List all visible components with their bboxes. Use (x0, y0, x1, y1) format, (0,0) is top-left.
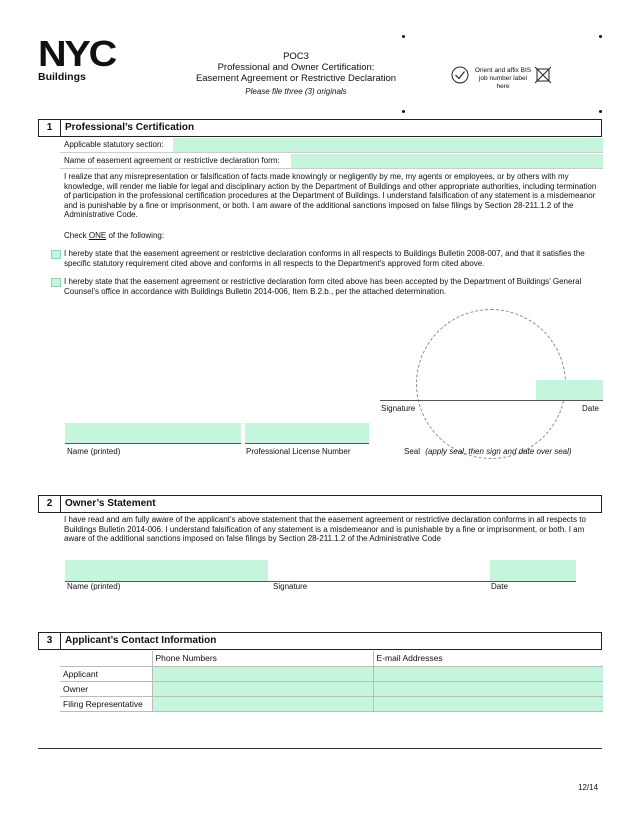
option2-text: I hereby state that the easement agreement or restrictive declaration form cited above has been accepted by the Department of Buildings’ General Counsel’s office in accordance with Buildings Bulletin 2014-006, Item B.2.b., per the attached determination. (64, 277, 582, 296)
owner-name-label: Name (printed) (67, 582, 121, 591)
logo-subtitle: Buildings (38, 71, 86, 83)
no-staple-icon (534, 66, 552, 84)
certification-text: I realize that any misrepresentation or falsification of facts made knowingly or negligently by me, my agents or employees, or by others with my knowledge, will render me liable for legal and disciplinary action by the Department of Buildings and other appropriate authorities, including termination of participation in the professional certification procedures at the Department of Buildings. I understand falsification of any statement is a misdemeanor and is punishable by a fine or imprisonment, or both. I am aware of the additional sanctions imposed on false filings by Section 28-211.1.2 of the Administrative Code. (64, 172, 597, 220)
option1-checkbox[interactable] (51, 250, 61, 259)
license-number-label: Professional License Number (246, 447, 351, 456)
section-number: 1 (39, 120, 61, 136)
filing-rep-phone-field[interactable] (152, 696, 373, 711)
section-number: 3 (39, 633, 61, 649)
form-title-line2: Easement Agreement or Restrictive Declaration (195, 73, 397, 84)
section-1-header (38, 119, 602, 137)
section-title: Owner’s Statement (65, 498, 156, 509)
seal-note: (apply seal, then sign and date over seal) (425, 447, 572, 456)
row-label: Filing Representative (60, 696, 152, 711)
check-suffix: of the following: (106, 231, 165, 240)
name-printed-label: Name (printed) (67, 447, 121, 456)
owner-phone-field[interactable] (152, 681, 373, 696)
statutory-section-field[interactable] (173, 138, 603, 152)
registration-mark (402, 35, 405, 38)
divider (60, 168, 603, 169)
page-number: 12/14 (578, 783, 599, 792)
registration-mark (402, 110, 405, 113)
owner-date-label: Date (491, 582, 508, 591)
seal-label (404, 447, 572, 456)
divider (60, 152, 603, 153)
form-title-line1: Professional and Owner Certification: (217, 62, 375, 73)
phone-column-header: Phone Numbers (152, 651, 373, 666)
bis-label-area (451, 65, 556, 90)
option2-checkbox[interactable] (51, 278, 61, 287)
section-2-header (38, 495, 602, 513)
empty-cell (60, 651, 152, 666)
check-instruction (64, 231, 164, 240)
section-3-header (38, 632, 602, 650)
check-one: ONE (88, 231, 107, 240)
contact-table (60, 651, 603, 712)
form-code: POC3 (283, 51, 309, 62)
professional-name-field[interactable] (65, 423, 241, 443)
email-column-header: E-mail Addresses (373, 651, 603, 666)
row-label: Owner (60, 681, 152, 696)
table-row (60, 681, 603, 696)
nyc-logo (38, 33, 116, 83)
bis-label-line1: Orient and affix BIS (474, 67, 532, 74)
license-number-field[interactable] (245, 423, 369, 443)
owner-email-field[interactable] (373, 681, 603, 696)
file-note: Please file three (3) originals (245, 87, 347, 96)
signature-line (380, 400, 603, 401)
row-label: Applicant (60, 666, 152, 681)
owner-statement-text: I have read and am fully aware of the applicant’s above statement that the easement agreement or restrictive declaration conforms in all respects to Buildings Bulletin 2014-006. I understand falsification of any statement is a misdemeanor and is punishable by a fine or imprisonment, or both. I am aware of the additional sanctions imposed on false filings by Section 28-211.1.2 of the Administrative Code (64, 515, 586, 544)
logo-text: NYC (38, 33, 116, 74)
license-line (245, 443, 369, 444)
footer-rule (38, 748, 602, 749)
checkmark-circle-icon (451, 66, 469, 84)
option1-text: I hereby state that the easement agreement or restrictive declaration conforms in all respects to Buildings Bulletin 2008-007, and that it satisfies the specific statutory requirement cited above and conforms in all respects to the Department's approved form cited above. (64, 249, 585, 268)
table-header-row (60, 651, 603, 666)
date-label: Date (582, 404, 599, 413)
statutory-label: Applicable statutory section: (64, 140, 164, 149)
table-row (60, 666, 603, 681)
name-line (65, 443, 241, 444)
professional-date-field[interactable] (536, 380, 603, 400)
section-number: 2 (39, 496, 61, 512)
signature-label: Signature (381, 404, 416, 413)
form-name-field[interactable] (291, 154, 603, 168)
registration-mark (599, 35, 602, 38)
owner-name-field[interactable] (65, 560, 268, 581)
seal-text: Seal (404, 447, 421, 456)
form-name-label: Name of easement agreement or restrictive declaration form: (64, 156, 280, 165)
check-prefix: Check (64, 231, 89, 240)
owner-signature-label: Signature (273, 582, 308, 591)
owner-date-field[interactable] (490, 560, 576, 581)
table-row (60, 696, 603, 711)
form-title-block (186, 51, 406, 97)
section-title: Professional’s Certification (65, 122, 195, 133)
registration-mark (599, 110, 602, 113)
bis-label-line2: job number label here (478, 75, 528, 90)
applicant-email-field[interactable] (373, 666, 603, 681)
applicant-phone-field[interactable] (152, 666, 373, 681)
filing-rep-email-field[interactable] (373, 696, 603, 711)
section-title: Applicant’s Contact Information (65, 635, 217, 646)
